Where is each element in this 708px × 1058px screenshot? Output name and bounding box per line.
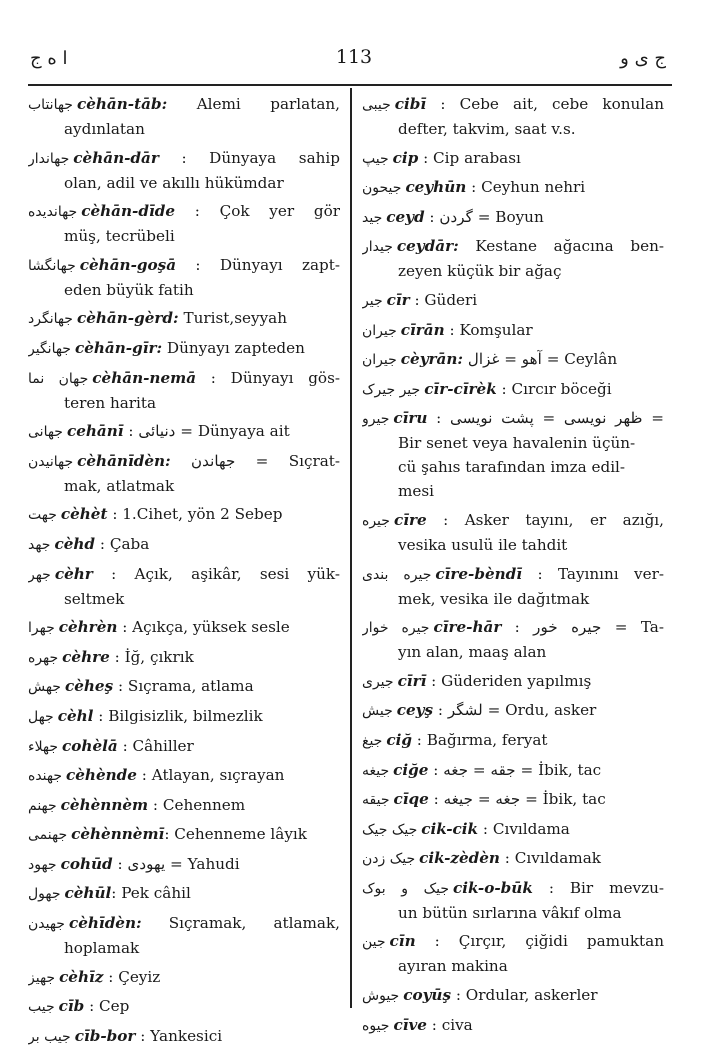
- dictionary-entry: [362, 669, 664, 694]
- definition-text: : Cırcır böceği: [496, 379, 612, 398]
- arabic-headword: جیره خوار: [362, 620, 430, 637]
- transliterated-headword: cèhān-tāb:: [76, 95, 168, 113]
- arabic-headword: جهیدن: [28, 916, 65, 933]
- arabic-headword: جیپ: [362, 150, 389, 167]
- transliterated-headword: cèhl: [57, 706, 94, 725]
- definition-text: : Asker tayını, er azığı,: [426, 510, 664, 529]
- dictionary-entry: [362, 929, 664, 978]
- arabic-headword: جهاندار: [28, 150, 70, 167]
- arabic-headword: جین: [362, 934, 386, 951]
- dictionary-entry: [362, 377, 664, 402]
- header-right-letters: ج ى و: [620, 48, 666, 69]
- definition-text: : Bağırma, feryat: [411, 730, 548, 749]
- dictionary-entry: [28, 734, 340, 759]
- dictionary-entry: [28, 146, 340, 195]
- entry-first-line: [362, 508, 664, 533]
- entry-first-line: [28, 881, 340, 906]
- entry-continuation-line: seltmek: [64, 589, 125, 608]
- entry-continuation-line: un bütün sırlarına vâkıf olma: [398, 903, 622, 922]
- arabic-headword: جیغه: [362, 762, 390, 779]
- arabic-headword: جیدار: [362, 239, 393, 256]
- arabic-headword: جیوه: [362, 1017, 390, 1034]
- transliterated-headword: cik-o-būk: [453, 878, 533, 897]
- entry-first-line: [362, 983, 664, 1008]
- dictionary-entry: [362, 318, 664, 343]
- arabic-headword: جیرى: [362, 673, 394, 690]
- dictionary-entry: [362, 92, 664, 141]
- dictionary-entry: [28, 336, 340, 361]
- dictionary-entry: [28, 615, 340, 640]
- entry-first-line: [28, 793, 340, 818]
- dictionary-entry: [362, 508, 664, 557]
- entry-first-line: [362, 377, 664, 402]
- definition-text: : 1.Cihet, yön 2 Sebep: [107, 505, 283, 524]
- dictionary-entry: [28, 532, 340, 557]
- arabic-headword: جیبى: [362, 97, 391, 113]
- dictionary-entry: [362, 698, 664, 723]
- transliterated-headword: cohèlā: [62, 736, 118, 755]
- entry-first-line: [362, 728, 664, 753]
- arabic-headword: جهول: [28, 886, 61, 903]
- transliterated-headword: cèheş: [64, 677, 114, 696]
- entry-first-line: [362, 234, 664, 259]
- dictionary-entry: [362, 876, 664, 925]
- transliterated-headword: cīre-hār: [433, 618, 502, 637]
- definition-text: : Bir mevzu-: [532, 878, 664, 897]
- entry-first-line: [28, 92, 340, 117]
- entry-first-line: [28, 911, 340, 936]
- definition-text: : یهودى = Yahudi: [112, 854, 240, 873]
- entry-continuation-line: defter, takvim, saat v.s.: [398, 120, 576, 138]
- definition-text: جهاندن = Sıçrat-: [170, 451, 340, 470]
- entry-first-line: [28, 763, 340, 788]
- transliterated-headword: cèhèt: [60, 505, 108, 524]
- transliterated-headword: cèhīz: [59, 967, 104, 986]
- entry-first-line: [362, 347, 664, 372]
- arabic-headword: جهانتاب: [28, 97, 73, 113]
- dictionary-entry: [28, 419, 340, 444]
- definition-text: : دنیائى = Dünyaya ait: [123, 422, 290, 441]
- arabic-headword: جیره بندى: [362, 566, 432, 583]
- transliterated-headword: cīb: [58, 997, 85, 1016]
- definition-text: : Açık, aşikâr, sesi yük-: [92, 564, 340, 583]
- transliterated-headword: cèyrān:: [400, 350, 464, 369]
- definition-text: : Cep: [84, 997, 130, 1016]
- entry-first-line: [362, 562, 664, 587]
- definition-text: : Güderi: [409, 290, 478, 309]
- entry-first-line: [362, 1013, 664, 1038]
- transliterated-headword: cīqe: [393, 790, 429, 809]
- definition-text: : Cip arabası: [418, 148, 521, 167]
- entry-continuation-line: eden büyük fatih: [64, 280, 194, 299]
- arabic-headword: جیک و بوک: [362, 880, 449, 897]
- transliterated-headword: cehānī: [66, 422, 124, 441]
- definition-text: : Cehenneme lâyık: [164, 825, 307, 844]
- transliterated-headword: cèhrèn: [58, 618, 118, 637]
- definition-text: : جیره خور = Ta-: [501, 618, 664, 637]
- left-column: [28, 92, 340, 1053]
- definition-text: : جغه = جیغه = İbik, tac: [428, 790, 606, 809]
- entry-first-line: [28, 419, 340, 444]
- arabic-headword: جهان نما: [28, 370, 89, 387]
- transliterated-headword: cīve: [393, 1015, 427, 1034]
- dictionary-entry: [362, 1013, 664, 1038]
- dictionary-entry: [362, 846, 664, 871]
- arabic-headword: جهرا: [28, 620, 55, 637]
- entry-continuation-line: mak, atlatmak: [64, 476, 175, 495]
- definition-text: : Çok yer gör: [175, 202, 340, 221]
- transliterated-headword: cèhān-dīde: [81, 202, 176, 221]
- arabic-headword: جیران: [362, 322, 397, 339]
- entry-first-line: [362, 205, 664, 230]
- entry-continuation-line: ayıran makina: [398, 957, 508, 976]
- entry-first-line: [362, 288, 664, 313]
- dictionary-entry: [28, 366, 340, 415]
- transliterated-headword: cīb-bor: [74, 1026, 136, 1045]
- dictionary-entry: [362, 175, 664, 200]
- entry-first-line: [362, 146, 664, 171]
- transliterated-headword: ciğ: [386, 730, 412, 749]
- header-rule: [28, 84, 672, 86]
- transliterated-headword: cèhānīdèn:: [77, 451, 171, 470]
- entry-first-line: [362, 758, 664, 783]
- transliterated-headword: coyūş: [403, 986, 451, 1005]
- dictionary-entry: [362, 562, 664, 611]
- transliterated-headword: cibī: [394, 95, 427, 113]
- arabic-headword: جیران: [362, 352, 397, 369]
- entry-continuation-line: vesika usulü ile tahdit: [398, 535, 568, 554]
- entry-first-line: [28, 532, 340, 557]
- entry-first-line: [362, 406, 664, 431]
- dictionary-entry: [28, 793, 340, 818]
- dictionary-entry: [28, 763, 340, 788]
- dictionary-entry: [28, 92, 340, 141]
- entry-first-line: [28, 645, 340, 670]
- arabic-headword: جیش: [362, 703, 393, 720]
- transliterated-headword: cīru: [393, 409, 428, 428]
- dictionary-entry: [28, 881, 340, 906]
- transliterated-headword: cèhān-dār: [73, 148, 159, 167]
- entry-continuation-line: teren harita: [64, 393, 157, 412]
- arabic-headword: جیب بر: [28, 1028, 71, 1045]
- entry-first-line: [28, 994, 340, 1019]
- transliterated-headword: ceyd: [386, 207, 425, 226]
- arabic-headword: جیحون: [362, 180, 402, 197]
- entry-first-line: [362, 698, 664, 723]
- entry-first-line: [28, 1024, 340, 1049]
- transliterated-headword: cīrī: [397, 671, 427, 690]
- transliterated-headword: ciğe: [393, 760, 429, 779]
- dictionary-entry: [28, 965, 340, 990]
- transliterated-headword: cèhr: [54, 564, 93, 583]
- definition-text: : Cehennem: [148, 795, 246, 814]
- entry-first-line: [362, 787, 664, 812]
- definition-text: : Açıkça, yüksek sesle: [117, 618, 290, 637]
- definition-text: : Ceyhun nehri: [466, 178, 586, 197]
- entry-first-line: [362, 175, 664, 200]
- definition-text: : Cıvıldamak: [499, 849, 601, 868]
- transliterated-headword: cèhènde: [66, 766, 137, 785]
- arabic-headword: جیغ: [362, 732, 383, 749]
- dictionary-entry: [28, 911, 340, 960]
- dictionary-entry: [28, 502, 340, 527]
- dictionary-entry: [28, 822, 340, 847]
- entry-first-line: [362, 318, 664, 343]
- transliterated-headword: cip: [392, 148, 419, 167]
- header-left-letters: ا ه ج: [30, 48, 68, 69]
- dictionary-entry: [28, 994, 340, 1019]
- dictionary-entry: [362, 205, 664, 230]
- definition-text: : گردن = Boyun: [424, 207, 544, 226]
- arabic-headword: جهر: [28, 566, 51, 583]
- transliterated-headword: ceyhūn: [405, 178, 467, 197]
- entry-continuation-line: müş, tecrübeli: [64, 227, 175, 246]
- transliterated-headword: cīrān: [400, 320, 445, 339]
- arabic-headword: جهاندیده: [28, 204, 78, 221]
- definition-text: : Yankesici: [135, 1026, 223, 1045]
- definition-text: : Ordular, askerler: [451, 986, 598, 1005]
- arabic-headword: جیر جیرک: [362, 381, 421, 398]
- arabic-headword: جیرو: [362, 411, 390, 428]
- entry-continuation-line: mesi: [398, 482, 435, 501]
- entry-first-line: [362, 817, 664, 842]
- entry-continuation-line: yın alan, maaş alan: [398, 643, 547, 662]
- definition-text: : Pek câhil: [111, 884, 191, 903]
- entry-first-line: [362, 929, 664, 954]
- definition-text: Kestane ağacına ben-: [458, 237, 664, 256]
- transliterated-headword: cīre: [393, 510, 427, 529]
- definition-text: : Sıçrama, atlama: [113, 677, 254, 696]
- entry-first-line: [28, 704, 340, 729]
- entry-first-line: [28, 674, 340, 699]
- arabic-headword: جهود: [28, 856, 57, 873]
- definition-text: : Dünyayı gös-: [196, 368, 340, 387]
- arabic-headword: جیقه: [362, 792, 390, 809]
- arabic-headword: جیوش: [362, 988, 400, 1005]
- arabic-headword: جهانگرد: [28, 311, 73, 328]
- transliterated-headword: cohūd: [60, 854, 113, 873]
- definition-text: : Çeyiz: [103, 967, 161, 986]
- entry-continuation-line: hoplamak: [64, 939, 140, 958]
- transliterated-headword: cik-zèdèn: [419, 849, 500, 868]
- dictionary-entry: [28, 199, 340, 248]
- arabic-headword: جیر: [362, 292, 383, 309]
- entry-first-line: [28, 366, 340, 391]
- arabic-headword: جهانگشا: [28, 257, 76, 274]
- dictionary-entry: [28, 852, 340, 877]
- arabic-headword: جهنمى: [28, 827, 68, 844]
- definition-text: : Çaba: [95, 534, 150, 553]
- dictionary-entry: [28, 253, 340, 302]
- definition-text: : Dünyayı zapt-: [176, 255, 340, 274]
- transliterated-headword: cèhān-goşā: [79, 255, 177, 274]
- transliterated-headword: cèhènnèm: [60, 795, 149, 814]
- transliterated-headword: cèhènnèmī: [71, 825, 165, 844]
- arabic-headword: جهانى: [28, 424, 63, 441]
- right-column: [362, 92, 664, 1042]
- arabic-headword: جیک زدن: [362, 851, 416, 868]
- arabic-headword: جهره: [28, 649, 59, 666]
- definition-text: : Câhiller: [117, 736, 194, 755]
- entry-first-line: [362, 846, 664, 871]
- arabic-headword: جهش: [28, 679, 61, 696]
- transliterated-headword: cèhān-gèrd:: [76, 309, 179, 328]
- definition-text: : civa: [426, 1015, 473, 1034]
- transliterated-headword: cik-cik: [421, 819, 479, 838]
- definition-text: : Dünyaya sahip: [158, 148, 340, 167]
- entry-continuation-line: olan, adil ve akıllı hükümdar: [64, 173, 284, 192]
- dictionary-entry: [28, 1024, 340, 1049]
- dictionary-entry: [28, 449, 340, 498]
- transliterated-headword: cèhd: [54, 534, 96, 553]
- entry-first-line: [28, 562, 340, 587]
- arabic-headword: جهیز: [28, 969, 56, 986]
- entry-first-line: [362, 615, 664, 640]
- dictionary-entry: [28, 674, 340, 699]
- definition-text: : Güderiden yapılmış: [426, 671, 592, 690]
- dictionary-entry: [362, 728, 664, 753]
- definition-text: آهو = غزال = Ceylân: [463, 350, 618, 369]
- transliterated-headword: cèhān-gīr:: [74, 338, 163, 357]
- definition-text: : Atlayan, sıçrayan: [136, 766, 285, 785]
- arabic-headword: جهل: [28, 708, 54, 725]
- arabic-headword: جیک جیک: [362, 821, 418, 838]
- entry-continuation-line: Bir senet veya havalenin üçün-: [398, 434, 636, 453]
- dictionary-entry: [362, 406, 664, 503]
- definition-text: Dünyayı zapteden: [162, 338, 305, 357]
- definition-text: : ظهر نویسى = پشت نویسى =: [427, 409, 664, 428]
- arabic-headword: جهلاء: [28, 738, 59, 755]
- arabic-headword: جهنده: [28, 768, 63, 785]
- definition-text: : Cebe ait, cebe konulan: [426, 95, 664, 113]
- definition-text: Turist,seyyah: [178, 309, 287, 328]
- entry-continuation-line: zeyen küçük bir ağaç: [398, 262, 562, 281]
- dictionary-entry: [28, 562, 340, 611]
- dictionary-entry: [362, 983, 664, 1008]
- entry-first-line: [28, 336, 340, 361]
- entry-first-line: [28, 615, 340, 640]
- definition-text: : Cıvıldama: [478, 819, 570, 838]
- dictionary-entry: [362, 288, 664, 313]
- dictionary-entry: [362, 787, 664, 812]
- transliterated-headword: cèhān-nemā: [92, 368, 197, 387]
- entry-continuation-line: cü şahıs tarafından imza edil-: [398, 458, 626, 477]
- arabic-headword: جهنم: [28, 797, 57, 814]
- entry-first-line: [28, 199, 340, 224]
- definition-text: : İğ, çıkrık: [109, 647, 194, 666]
- entry-continuation-line: mek, vesika ile dağıtmak: [398, 589, 590, 608]
- transliterated-headword: cīn: [389, 932, 416, 951]
- entry-first-line: [362, 876, 664, 901]
- definition-text: : Tayınını ver-: [522, 564, 664, 583]
- definition-text: Sıçramak, atlamak,: [141, 914, 340, 933]
- transliterated-headword: ceydār:: [396, 237, 459, 256]
- dictionary-entry: [362, 615, 664, 664]
- arabic-headword: جیره: [362, 512, 390, 529]
- definition-text: : Bilgisizlik, bilmezlik: [93, 706, 263, 725]
- entry-first-line: [28, 306, 340, 331]
- arabic-headword: جهت: [28, 507, 57, 524]
- arabic-headword: جهانگیر: [28, 340, 71, 357]
- arabic-headword: جید: [362, 209, 383, 226]
- transliterated-headword: cīr-cīrèk: [424, 379, 497, 398]
- dictionary-entry: [362, 146, 664, 171]
- arabic-headword: جهانیدن: [28, 453, 74, 470]
- entry-first-line: [362, 669, 664, 694]
- dictionary-entry: [362, 347, 664, 372]
- arabic-headword: جیب: [28, 999, 55, 1016]
- definition-text: : جقه = جغه = İbik, tac: [428, 760, 602, 779]
- definition-text: Alemi parlatan,: [167, 95, 340, 113]
- transliterated-headword: cīre-bèndī: [435, 564, 523, 583]
- entry-first-line: [28, 965, 340, 990]
- dictionary-entry: [362, 817, 664, 842]
- entry-continuation-line: aydınlatan: [64, 120, 145, 138]
- dictionary-entry: [28, 645, 340, 670]
- arabic-headword: جهد: [28, 536, 51, 553]
- transliterated-headword: ceyş: [396, 701, 434, 720]
- dictionary-entry: [362, 234, 664, 283]
- definition-text: : Çırçır, çiğidi pamuktan: [415, 932, 664, 951]
- transliterated-headword: cèhīdèn:: [68, 914, 142, 933]
- entry-first-line: [28, 146, 340, 171]
- dictionary-entry: [362, 758, 664, 783]
- transliterated-headword: cīr: [386, 290, 410, 309]
- entry-first-line: [28, 253, 340, 278]
- column-divider: [350, 88, 352, 1008]
- definition-text: : Komşular: [444, 320, 533, 339]
- dictionary-entry: [28, 306, 340, 331]
- transliterated-headword: cèhre: [62, 647, 110, 666]
- entry-first-line: [28, 734, 340, 759]
- dictionary-entry: [28, 704, 340, 729]
- entry-first-line: [28, 822, 340, 847]
- entry-first-line: [362, 92, 664, 117]
- entry-first-line: [28, 449, 340, 474]
- page-number: 113: [335, 46, 373, 68]
- entry-first-line: [28, 502, 340, 527]
- transliterated-headword: cèhūl: [64, 884, 112, 903]
- definition-text: : لشگر = Ordu, asker: [433, 701, 597, 720]
- entry-first-line: [28, 852, 340, 877]
